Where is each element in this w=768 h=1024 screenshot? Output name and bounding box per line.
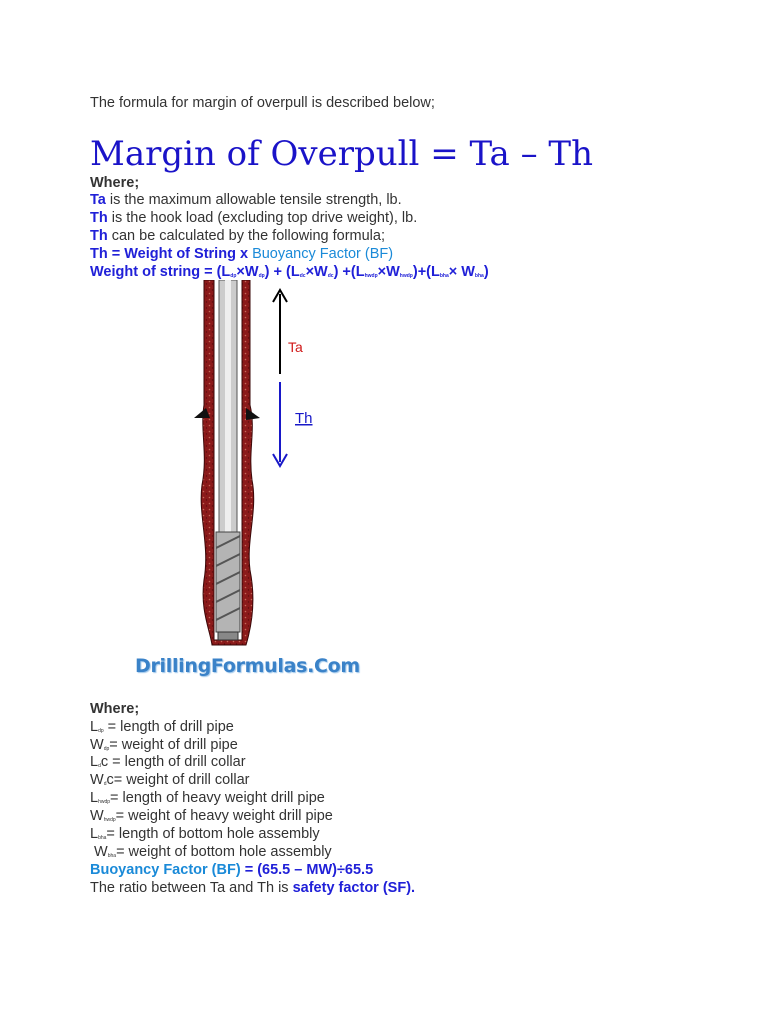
bf-formula-rest: = (65.5 – MW)÷65.5 [240, 862, 374, 878]
def-th-calc-symbol: Th [90, 228, 108, 244]
var-desc: = length of bottom hole assembly [106, 826, 320, 842]
ws-sub: bha [474, 273, 484, 279]
var-desc: c = length of drill collar [100, 754, 246, 770]
var-desc: = weight of bottom hole assembly [116, 844, 332, 860]
var-sub: d [103, 781, 107, 787]
var-letter: L [90, 790, 99, 806]
def-ta-text: is the maximum allowable tensile strength, lb. [105, 192, 402, 208]
ws-part: × W [448, 264, 475, 280]
ws-sub: dc [327, 273, 334, 279]
th-formula [90, 246, 393, 263]
drillingformulas-logo: DrillingFormulas.Com [135, 655, 360, 677]
var-letter: L [90, 754, 99, 770]
safety-factor-link[interactable]: safety factor (SF). [292, 880, 416, 896]
safety-factor-sentence [90, 880, 415, 897]
drill-bit [218, 632, 238, 640]
def-th-calc [90, 228, 385, 245]
var-letter: W [90, 844, 108, 860]
def-th-symbol: Th [90, 210, 108, 226]
def-ta [90, 192, 402, 209]
var-sub: bha [98, 835, 107, 841]
buoyancy-factor-link[interactable]: Buoyancy Factor (BF) [252, 246, 394, 262]
ws-sub: dc [299, 273, 306, 279]
ws-part: ×W [236, 264, 259, 280]
where-label: Where; [90, 175, 140, 191]
ws-sub: dp [258, 273, 265, 279]
def-th-calc-text: can be calculated by the following formula; [107, 228, 385, 244]
var-sub: dp [98, 728, 104, 734]
def-th-text: is the hook load (excluding top drive weight), lb. [107, 210, 418, 226]
def-th [90, 210, 417, 227]
ws-part: )+(L [412, 264, 440, 280]
ws-part: ×W [377, 264, 400, 280]
var-desc: = weight of drill pipe [109, 737, 238, 753]
var-sub: dp [103, 746, 110, 752]
var-letter: W [90, 772, 104, 788]
stuck-point-right [246, 408, 260, 420]
ws-sub: dp [230, 273, 237, 279]
intro-text: The formula for margin of overpull is described below; [90, 95, 435, 111]
ws-part: Weight of string = (L [90, 264, 231, 280]
ws-part: ) +(L [333, 264, 365, 280]
ws-sub: hwdp [364, 273, 378, 279]
ta-label: Ta [288, 339, 303, 355]
ws-sub: hwdp [399, 273, 413, 279]
var-sub: hwdp [98, 799, 111, 805]
ws-part: ) + (L [264, 264, 300, 280]
ws-sub: bha [439, 273, 449, 279]
var-desc: c= weight of drill collar [106, 772, 250, 788]
var-letter: L [90, 719, 99, 735]
def-ta-symbol: Ta [90, 192, 106, 208]
buoyancy-factor-link-2[interactable]: Buoyancy Factor (BF) [90, 862, 241, 878]
var-letter: W [90, 737, 104, 753]
var-sub: d [98, 763, 101, 769]
var-letter: W [90, 808, 104, 824]
var-desc: = length of drill pipe [103, 719, 234, 735]
var-desc: = weight of heavy weight drill pipe [115, 808, 333, 824]
ratio-text: The ratio between Ta and Th is [90, 880, 293, 896]
ws-part: ×W [305, 264, 328, 280]
formula-heading: Margin of Overpull = Ta – Th [90, 134, 594, 174]
th-formula-prefix: Th = Weight of String x [90, 246, 253, 262]
buoyancy-factor-formula [90, 862, 373, 879]
var-desc: = length of heavy weight drill pipe [110, 790, 325, 806]
wellbore-diagram [130, 280, 360, 685]
var-sub: bha [107, 853, 117, 859]
var-sub: hwdp [103, 817, 116, 823]
where-label-2: Where; [90, 701, 140, 717]
ws-part: ) [483, 264, 489, 280]
var-letter: L [90, 826, 99, 842]
drill-pipe-bore [225, 280, 231, 532]
th-label: Th [295, 410, 313, 427]
